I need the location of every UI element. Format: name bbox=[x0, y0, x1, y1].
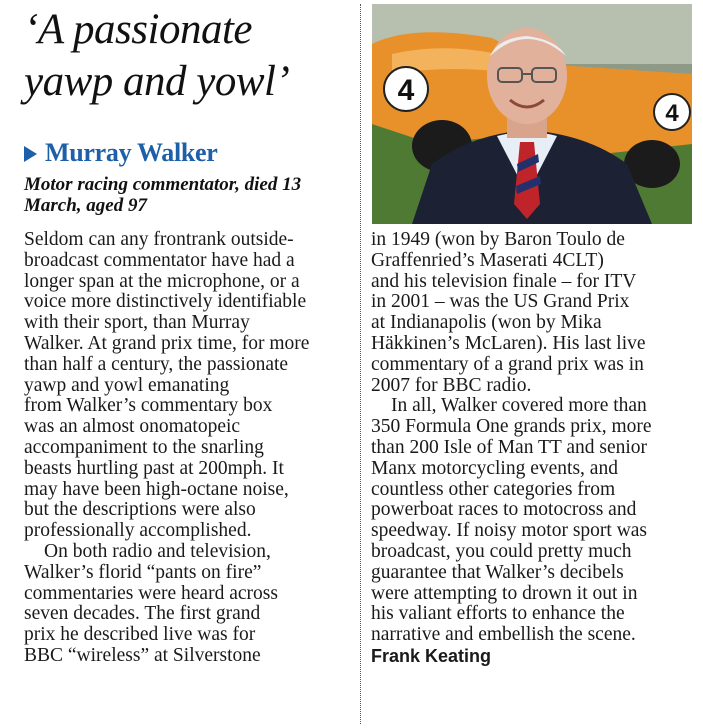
photo-illustration bbox=[372, 4, 692, 224]
paragraph-4 bbox=[371, 396, 701, 646]
text-line: On both radio and television, bbox=[44, 540, 271, 562]
text-line: Häkkinen’s McLaren). His last live bbox=[371, 332, 646, 354]
author-signoff: Frank Keating bbox=[371, 645, 492, 666]
text-line: from Walker’s commentary box bbox=[24, 395, 273, 417]
text-line: may have been high-octane noise, bbox=[24, 478, 289, 500]
column-divider bbox=[360, 4, 361, 724]
paragraph-3 bbox=[371, 230, 701, 396]
text-line: his valiant efforts to enhance the bbox=[371, 603, 625, 625]
text-line: Manx motorcycling events, and bbox=[371, 457, 618, 479]
car-number: 4 bbox=[397, 74, 415, 107]
text-line: narrative and embellish the scene. bbox=[371, 624, 636, 646]
paragraph-2 bbox=[24, 542, 354, 667]
text-line: professionally accomplished. bbox=[24, 520, 252, 542]
text-line: In all, Walker covered more than bbox=[391, 395, 647, 417]
text-line: yawp and yowl emanating bbox=[24, 374, 230, 396]
text-line: but the descriptions were also bbox=[24, 499, 256, 521]
paragraph-1 bbox=[24, 230, 354, 542]
text-line: powerboat races to motocross and bbox=[371, 499, 637, 521]
subject-description: Motor racing commentator, died 13 March, aged 97 bbox=[24, 174, 302, 216]
text-line: Graffenried’s Maserati 4CLT) bbox=[371, 249, 604, 271]
text-line: seven decades. The first grand bbox=[24, 603, 261, 625]
text-line: Seldom can any frontrank outside- bbox=[24, 229, 294, 250]
text-line: Walker. At grand prix time, for more bbox=[24, 332, 310, 354]
text-line: 350 Formula One grands prix, more bbox=[371, 416, 652, 438]
car-number-rear: 4 bbox=[665, 100, 679, 127]
text-line: than half a century, the passionate bbox=[24, 353, 289, 375]
text-line: beasts hurtling past at 200mph. It bbox=[24, 457, 284, 479]
text-line: and his television finale – for ITV bbox=[371, 270, 637, 292]
text-line: Walker’s florid “pants on fire” bbox=[24, 561, 262, 583]
text-line: commentary of a grand prix was in bbox=[371, 353, 644, 375]
text-line: countless other categories from bbox=[371, 478, 616, 500]
text-line: than 200 Isle of Man TT and senior bbox=[371, 436, 648, 458]
text-line: accompaniment to the snarling bbox=[24, 436, 264, 458]
triangle-bullet-icon bbox=[24, 146, 37, 162]
subject-name: Murray Walker bbox=[45, 138, 218, 167]
text-line: broadcast commentator have had a bbox=[24, 249, 295, 271]
text-line: BBC “wireless” at Silverstone bbox=[24, 644, 261, 666]
left-column bbox=[24, 230, 354, 667]
headline: ‘A passionate yawp and yowl’ bbox=[24, 6, 290, 105]
text-line: in 2001 – was the US Grand Prix bbox=[371, 291, 630, 313]
text-line: at Indianapolis (won by Mika bbox=[371, 312, 602, 334]
portrait-photo bbox=[372, 4, 692, 224]
text-line: 2007 for BBC radio. bbox=[371, 374, 532, 396]
text-line: was an almost onomatopeic bbox=[24, 416, 241, 438]
right-column bbox=[371, 230, 701, 667]
text-line: prix he described live was for bbox=[24, 624, 256, 646]
text-line: speedway. If noisy motor sport was bbox=[371, 520, 648, 542]
byline bbox=[24, 138, 354, 216]
name-row bbox=[24, 138, 354, 168]
text-line: voice more distinctively identifiable bbox=[24, 291, 307, 313]
text-line: longer span at the microphone, or a bbox=[24, 270, 300, 292]
text-line: guarantee that Walker’s decibels bbox=[371, 561, 624, 583]
text-line: in 1949 (won by Baron Toulo de bbox=[371, 229, 625, 250]
text-line: with their sport, than Murray bbox=[24, 312, 250, 334]
text-line: broadcast, you could pretty much bbox=[371, 540, 632, 562]
text-line: were attempting to drown it out in bbox=[371, 582, 638, 604]
text-line: commentaries were heard across bbox=[24, 582, 278, 604]
